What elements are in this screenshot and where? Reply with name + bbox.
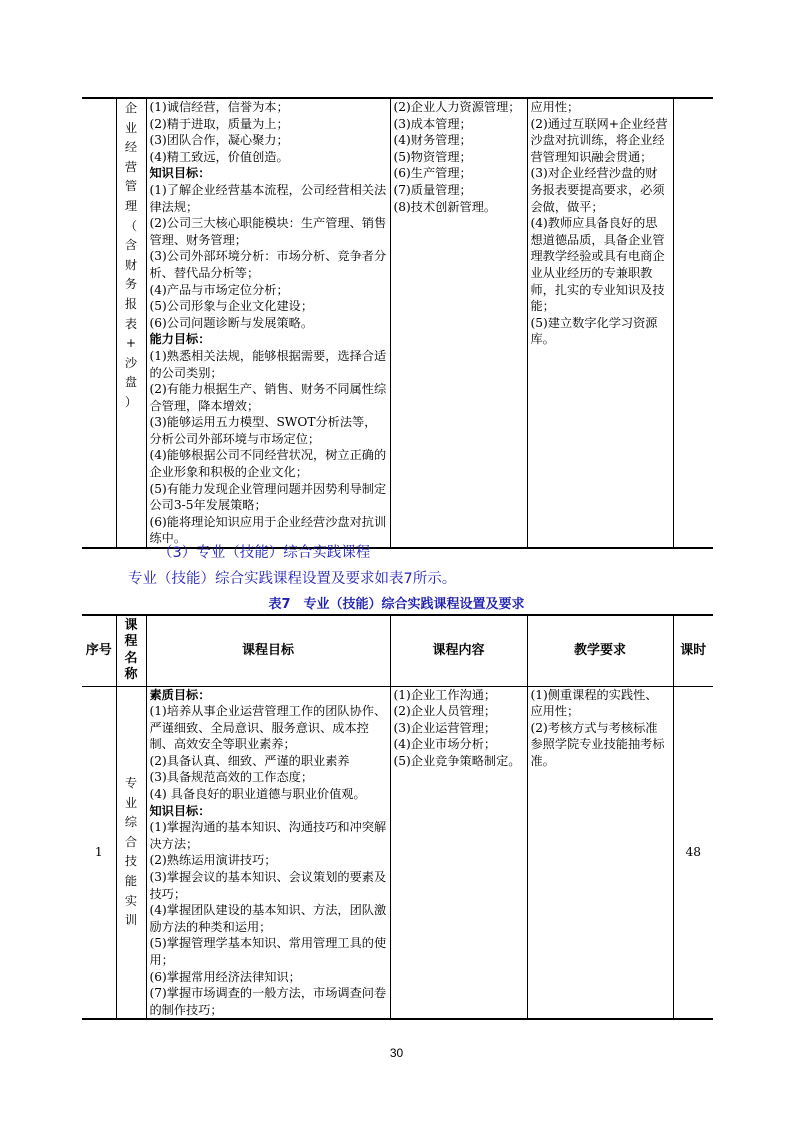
list-item: (3)具备规范高效的工作态度； — [149, 770, 314, 785]
list-item: (1)熟悉相关法规，能够根据需要，选择合适的公司类别； — [149, 348, 387, 380]
vertical-char: + — [125, 336, 137, 351]
vertical-char: 业 — [124, 120, 138, 135]
list-item: (6)生产管理； — [393, 166, 472, 181]
vertical-char: 称 — [124, 667, 138, 683]
vertical-char: 业 — [124, 795, 138, 810]
list-item: (3)成本管理； — [393, 116, 472, 131]
intro-paragraph: 专业（技能）综合实践课程设置及要求如表7所示。 — [128, 571, 457, 587]
practice-course-table — [82, 614, 713, 1020]
list-item: (5)公司形象与企业文化建设； — [149, 299, 314, 314]
table-header-row — [82, 615, 713, 686]
table-caption: 表7 专业（技能）综合实践课程设置及要求 — [268, 597, 525, 612]
table-row — [82, 686, 713, 1019]
vertical-char: 程 — [124, 634, 138, 650]
header-hours — [673, 615, 713, 686]
vertical-char: 时 — [693, 642, 707, 658]
section-label: 素质目标： — [149, 687, 211, 702]
list-item: (7)质量管理； — [393, 182, 472, 197]
list-item: (3)团队合作，凝心聚力； — [149, 133, 289, 148]
course-name-cell — [116, 98, 146, 548]
table-row — [82, 98, 713, 548]
header-course-goal: 课程目标 — [146, 615, 390, 686]
vertical-char: 技 — [124, 854, 138, 869]
list-item: (4)掌握团队建设的基本知识、方法，团队激励方法的种类和运用； — [149, 903, 387, 934]
list-item: (1)培养从事企业运营管理工作的团队协作、严谨细致、全局意识、服务意识、成本控制、高效安全等职业素养； — [149, 704, 387, 752]
vertical-char: 经 — [124, 140, 138, 155]
list-item: (5)有能力发现企业管理问题并因势利导制定公司3-5年发展策略； — [149, 481, 387, 513]
section-heading: （3）专业（技能）综合实践课程 — [158, 545, 371, 561]
list-item: (4)精工致远，价值创造。 — [149, 149, 289, 164]
list-item: (2)熟练运用演讲技巧； — [149, 853, 277, 868]
list-item: (3)公司外部环境分析：市场分析、竞争者分析、替代品分析等； — [149, 249, 387, 280]
vertical-char: 沙 — [124, 355, 138, 370]
index-cell — [82, 98, 116, 548]
vertical-char: 综 — [124, 815, 138, 830]
list-item: (5)企业竞争策略制定。 — [393, 753, 521, 768]
list-item: 应用性； — [530, 100, 580, 114]
vertical-char: 财 — [124, 257, 138, 272]
course-goal-cell — [146, 98, 390, 548]
vertical-char: 号 — [98, 642, 112, 658]
vertical-char: 理 — [124, 198, 138, 213]
list-item: (8)技术创新管理。 — [393, 199, 497, 214]
vertical-char: 企 — [124, 101, 138, 115]
list-item: (2)通过互联网+企业经营沙盘对抗训练，将企业经营管理知识融会贯通； — [530, 116, 668, 164]
list-item: (4)能够根据公司不同经营状况，树立正确的企业形象和积极的企业文化； — [149, 448, 387, 480]
vertical-char: （ — [124, 218, 138, 233]
vertical-char: 实 — [124, 893, 138, 908]
list-item: (2)具备认真、细致、严谨的职业素养 — [149, 753, 350, 768]
list-item: (1)侧重课程的实践性、应用性； — [530, 687, 658, 719]
vertical-char: 务 — [124, 277, 138, 292]
header-course-content: 课程内容 — [390, 615, 527, 686]
list-item: (3)企业运营管理； — [393, 720, 497, 735]
vertical-char: 训 — [124, 913, 138, 928]
list-item: (1)了解企业经营基本流程，公司经营相关法律法规； — [149, 182, 387, 214]
list-item: (2)精于进取，质量为上； — [149, 116, 289, 131]
vertical-char: 合 — [124, 834, 138, 849]
vertical-char: ） — [124, 394, 138, 409]
list-item: (7)掌握市场调查的一般方法，市场调查问卷的制作技巧； — [149, 986, 387, 1017]
list-item: (5)物资管理； — [393, 149, 472, 164]
list-item: (4) 具备良好的职业道德与职业价值观。 — [149, 787, 366, 802]
list-item: (4)教师应具备良好的思想道德品质，具备企业管理教学经验或具有电商企业从业经历的专兼职教师，扎实的专业知识及技能； — [530, 216, 665, 314]
row-course-name — [116, 686, 146, 1019]
row-hours: 48 — [673, 686, 713, 1019]
vertical-char: 表 — [124, 316, 138, 331]
list-item: (6)掌握常用经济法律知识； — [149, 969, 301, 984]
list-item: (1)掌握沟通的基本知识、沟通技巧和冲突解决方法； — [149, 820, 387, 851]
page-number: 30 — [389, 1046, 404, 1060]
list-item: (4)产品与市场定位分析； — [149, 282, 289, 297]
section-label: 知识目标： — [149, 803, 211, 818]
vertical-char: 课 — [680, 642, 694, 658]
vertical-char: 名 — [124, 650, 138, 666]
vertical-char: 含 — [124, 238, 138, 253]
list-item: (2)公司三大核心职能模块：生产管理、销售管理、财务管理； — [149, 216, 387, 247]
list-item: (4)财务管理； — [393, 133, 472, 148]
list-item: (2)企业人力资源管理； — [393, 100, 521, 114]
list-item: (6)公司问题诊断与发展策略。 — [149, 315, 314, 330]
list-item: (1)诚信经营，信誉为本； — [149, 100, 289, 114]
course-table-continued — [82, 97, 713, 549]
vertical-char: 能 — [124, 874, 138, 889]
row-course-content — [390, 686, 527, 1019]
vertical-char: 报 — [124, 296, 138, 311]
list-item: (2)有能力根据生产、销售、财务不同属性综合管理，降本增效； — [149, 382, 387, 413]
header-course-name — [116, 615, 146, 686]
row-course-goal — [146, 686, 390, 1019]
vertical-char: 营 — [124, 159, 138, 174]
list-item: (4)企业市场分析； — [393, 737, 497, 752]
list-item: (5)建立数字化学习资源库。 — [530, 315, 658, 347]
list-item: (2)企业人员管理； — [393, 704, 497, 719]
list-item: (5)掌握管理学基本知识、常用管理工具的使用； — [149, 936, 387, 967]
list-item: (2)考核方式与考核标准参照学院专业技能抽考标准。 — [530, 720, 665, 768]
list-item: (3)能够运用五力模型、SWOT分析法等，分析公司外部环境与市场定位； — [149, 415, 377, 446]
vertical-char: 课 — [124, 617, 138, 633]
list-item: (3)对企业经营沙盘的财务报表要提高要求，必须会做，做平； — [530, 166, 665, 214]
vertical-char: 管 — [124, 179, 138, 194]
list-item: (3)掌握会议的基本知识、会议策划的要素及技巧； — [149, 870, 387, 901]
vertical-char: 盘 — [124, 375, 138, 390]
header-index — [82, 615, 116, 686]
course-content-cell — [390, 98, 527, 548]
hours-cell — [673, 98, 713, 548]
list-item: (6)能将理论知识应用于企业经营沙盘对抗训练中。 — [149, 514, 387, 546]
row-teaching-requirement — [527, 686, 673, 1019]
section-label: 能力目标： — [149, 332, 211, 347]
header-teaching-requirement: 教学要求 — [527, 615, 673, 686]
teaching-requirement-cell — [527, 98, 673, 548]
vertical-char: 序 — [85, 642, 99, 658]
vertical-char: 专 — [124, 776, 138, 791]
list-item: (1)企业工作沟通； — [393, 687, 497, 702]
section-label: 知识目标： — [149, 166, 211, 181]
row-index: 1 — [82, 686, 116, 1019]
